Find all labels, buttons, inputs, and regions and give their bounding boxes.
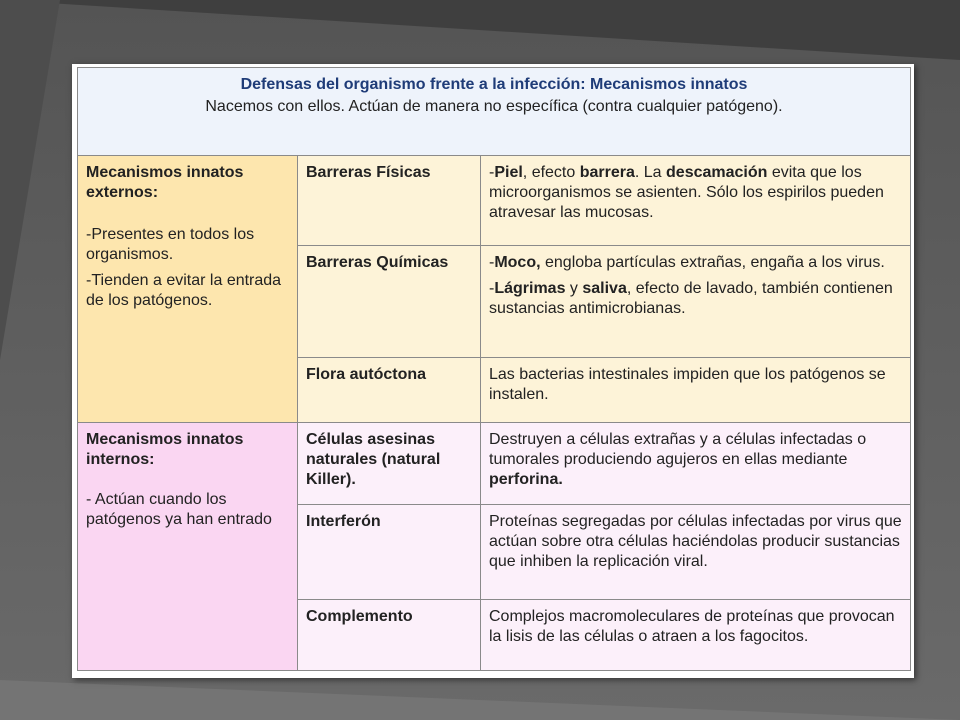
mechanism-desc-text: Proteínas segregadas por células infectadas por virus que actúan sobre otra células haciéndolas producir sustancias que inhiben la replicación viral. (489, 513, 902, 570)
group-externos-item: -Presentes en todos los organismos. (86, 226, 255, 263)
background-shape-left (0, 0, 60, 360)
mechanism-desc (481, 246, 911, 358)
mechanism-desc-text: Complejos macromoleculares de proteínas que provocan la lisis de las células o atraen a los fagocitos. (489, 608, 895, 645)
mechanism-name: Interferón (298, 505, 481, 600)
group-internos-item: - Actúan cuando los patógenos ya han entrado (86, 491, 272, 528)
group-internos (78, 423, 298, 671)
group-externos (78, 156, 298, 423)
mechanism-name: Células asesinas naturales (natural Killer). (298, 423, 481, 505)
table-subtitle: Nacemos con ellos. Actúan de manera no específica (contra cualquier patógeno). (205, 98, 783, 115)
mechanism-desc-text: -Piel, efecto barrera. La descamación evita que los microorganismos se asienten. Sólo los espirilos pueden atravesar las mucosas. (489, 164, 884, 221)
mechanism-desc-text: Destruyen a células extrañas y a células infectadas o tumorales produciendo agujeros en ellas mediante perforina. (489, 431, 867, 488)
mechanism-desc (481, 358, 911, 423)
group-internos-title: Mecanismos innatos internos: (86, 431, 244, 468)
mechanism-desc (481, 600, 911, 671)
table-header (78, 68, 911, 156)
mechanism-name: Flora autóctona (298, 358, 481, 423)
mechanism-desc (481, 505, 911, 600)
table-title: Defensas del organismo frente a la infección: Mecanismos innatos (240, 76, 748, 93)
group-externos-item: -Tienden a evitar la entrada de los patógenos. (86, 272, 282, 309)
background-shape-top (0, 0, 960, 60)
background-shape-bottom (0, 680, 960, 720)
mechanism-desc (481, 156, 911, 246)
mechanism-desc (481, 423, 911, 505)
defensas-table (77, 67, 911, 671)
mechanism-name: Complemento (298, 600, 481, 671)
group-externos-title: Mecanismos innatos externos: (86, 164, 244, 201)
mechanism-desc-text: -Lágrimas y saliva, efecto de lavado, también contienen sustancias antimicrobianas. (489, 280, 893, 317)
mechanism-name: Barreras Químicas (298, 246, 481, 358)
mechanism-name: Barreras Físicas (298, 156, 481, 246)
mechanism-desc-text: Las bacterias intestinales impiden que los patógenos se instalen. (489, 366, 886, 403)
mechanism-desc-text: -Moco, engloba partículas extrañas, engaña a los virus. (489, 254, 885, 271)
slide (72, 64, 914, 678)
